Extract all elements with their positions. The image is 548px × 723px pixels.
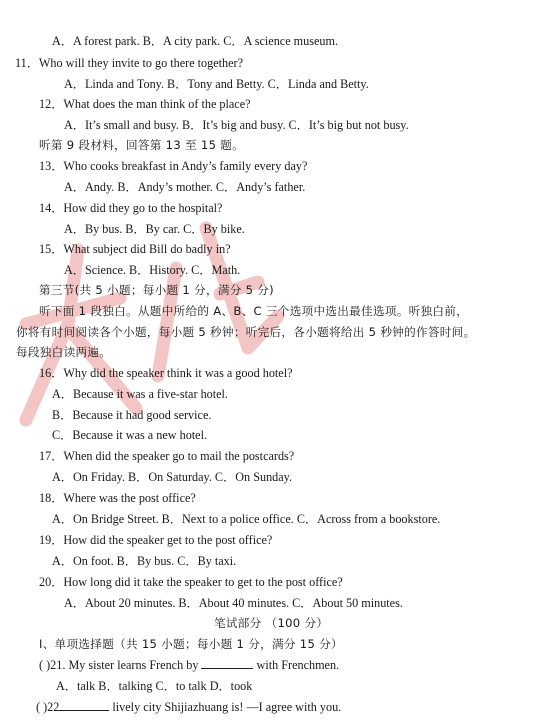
question-22 [36, 699, 341, 715]
question-14: 14．How did they go to the hospital? [39, 201, 223, 215]
question-17: 17．When did the speaker go to mail the postcards? [39, 449, 295, 463]
instruction-line-2: 你将有时间阅读各个小题，每小题 5 秒钟；听完后，各小题将给出 5 秒钟的作答时间。 [16, 325, 476, 339]
instruction-line-3: 每段独白读两遍。 [16, 345, 112, 359]
q11-options: A．Linda and Tony. B．Tony and Betty. C．Linda and Betty. [64, 77, 369, 91]
question-21 [39, 657, 339, 673]
section-1-heading: Ⅰ、单项选择题（共 15 小题；每小题 1 分，满分 15 分） [39, 637, 343, 651]
answer-blank-21 [201, 657, 253, 669]
q19-options: A．On foot. B．By bus. C．By taxi. [52, 554, 237, 568]
q16-option-a: A．Because it was a five-star hotel. [52, 387, 228, 401]
question-22-tail: lively city Shijiazhuang is! —I agree with you. [112, 700, 342, 714]
question-12: 12．What does the man think of the place? [39, 97, 251, 111]
question-16: 16．Why did the speaker think it was a good hotel? [39, 366, 293, 380]
question-15: 15．What subject did Bill do badly in? [39, 242, 231, 256]
q16-option-b: B．Because it had good service. [52, 408, 212, 422]
section-3-heading: 第三节(共 5 小题；每小题 1 分，满分 5 分) [39, 283, 274, 297]
q15-options: A．Science. B．History. C．Math. [64, 263, 241, 277]
question-18: 18．Where was the post office? [39, 491, 196, 505]
question-13: 13．Who cooks breakfast in Andy’s family every day? [39, 159, 308, 173]
instruction-line-1: 听下面 1 段独白。从题中所给的 A、B、C 三个选项中选出最佳选项。听独白前， [39, 304, 469, 318]
q21-options: A．talk B．talking C．to talk D．took [56, 679, 253, 693]
q14-options: A．By bus. B．By car. C．By bike. [64, 222, 245, 236]
section-instruction-9: 听第 9 段材料，回答第 13 至 15 题。 [39, 138, 245, 152]
q12-options: A．It’s small and busy. B．It’s big and busy. C．It’s big but not busy. [64, 118, 409, 132]
question-11: 11．Who will they invite to go there together? [15, 56, 244, 70]
question-19: 19．How did the speaker get to the post office? [39, 533, 273, 547]
written-part-heading: 笔试部分 （100 分） [214, 616, 329, 630]
question-20: 20．How long did it take the speaker to get to the post office? [39, 575, 343, 589]
question-21-tail: with Frenchmen. [256, 658, 340, 672]
q17-options: A．On Friday. B．On Saturday. C．On Sunday. [52, 470, 293, 484]
q13-options: A．Andy. B．Andy’s mother. C．Andy’s father. [64, 180, 306, 194]
question-22-stem: ( )22 [36, 700, 60, 714]
answer-blank-22 [59, 699, 109, 711]
q18-options: A．On Bridge Street. B．Next to a police office. C．Across from a bookstore. [52, 512, 441, 526]
q10-options: A．A forest park. B．A city park. C．A science museum. [52, 34, 339, 48]
q16-option-c: C．Because it was a new hotel. [52, 428, 208, 442]
q20-options: A．About 20 minutes. B．About 40 minutes. C．About 50 minutes. [64, 596, 403, 610]
question-21-stem: ( )21. My sister learns French by [39, 658, 199, 672]
